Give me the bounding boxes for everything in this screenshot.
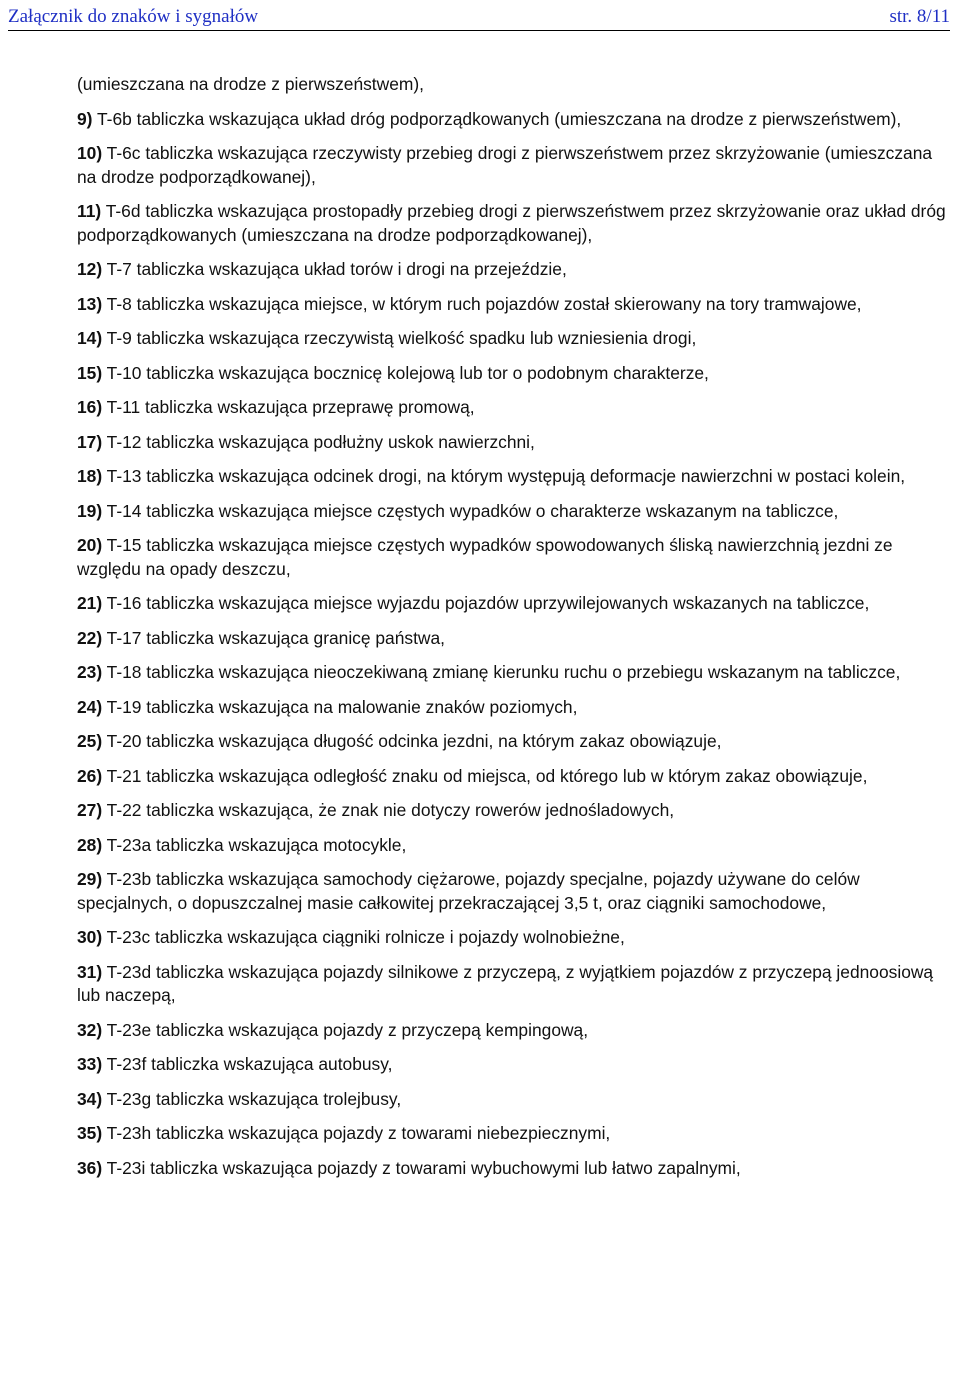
item-number: 15) <box>77 362 103 383</box>
item-number: 11) <box>77 201 102 221</box>
list-item <box>64 1122 946 1146</box>
item-number: 26) <box>77 765 103 786</box>
item-text: T-13 tabliczka wskazująca odcinek drogi, na którym występują deformacje nawierzchni w postaci kolein, <box>106 466 906 486</box>
item-number: 17) <box>77 431 103 452</box>
item-number: 25) <box>77 731 103 751</box>
list-item <box>64 293 946 317</box>
item-text: T-11 tabliczka wskazująca przeprawę promową, <box>106 397 475 417</box>
continuation-line: (umieszczana na drodze z pierwszeństwem), <box>77 74 424 94</box>
item-text: T-6c tabliczka wskazująca rzeczywisty przebieg drogi z pierwszeństwem przez skrzyżowanie (umieszczana na drodze podporządkowanej), <box>77 143 933 187</box>
list-item <box>64 627 946 651</box>
item-text: T-23c tabliczka wskazująca ciągniki rolnicze i pojazdy wolnobieżne, <box>106 927 625 947</box>
page-number: str. 8/11 <box>889 6 950 27</box>
item-number: 19) <box>77 500 103 521</box>
item-number: 35) <box>77 1123 103 1143</box>
list-item <box>64 258 946 282</box>
item-number: 13) <box>77 293 103 314</box>
item-text: T-21 tabliczka wskazująca odległość znaku od miejsca, od którego lub w którym zakaz obowiązuje, <box>106 765 868 786</box>
list-item <box>64 534 946 581</box>
item-text: T-15 tabliczka wskazująca miejsce częstych wypadków spowodowanych śliską nawierzchnią jezdni ze względu na opady deszczu, <box>77 535 893 579</box>
item-number: 23) <box>77 662 103 682</box>
list-item <box>64 592 946 616</box>
item-number: 27) <box>77 800 103 820</box>
item-text: T-6b tabliczka wskazująca układ dróg podporządkowanych (umieszczana na drodze z pierwszeństwem), <box>97 108 902 129</box>
list-item <box>64 500 946 524</box>
document-body <box>64 73 946 1191</box>
item-text: T-6d tabliczka wskazująca prostopadły przebieg drogi z pierwszeństwem przez skrzyżowanie oraz układ dróg podporządkowanych (umieszczana na drodze podporządkowanej), <box>77 201 946 245</box>
item-text: T-18 tabliczka wskazująca nieoczekiwaną zmianę kierunku ruchu o przebiegu wskazanym na tabliczce, <box>106 662 901 682</box>
item-number: 10) <box>77 143 103 163</box>
item-text: T-19 tabliczka wskazująca na malowanie znaków poziomych, <box>106 696 578 717</box>
item-number: 29) <box>77 869 103 889</box>
list-item <box>64 108 946 132</box>
item-text: T-23d tabliczka wskazująca pojazdy silnikowe z przyczepą, z wyjątkiem pojazdów z przyczepą jednoosiową lub naczepą, <box>77 961 934 1005</box>
item-number: 31) <box>77 961 103 982</box>
item-text: T-17 tabliczka wskazująca granicę państwa, <box>106 627 445 648</box>
item-number: 36) <box>77 1157 103 1178</box>
item-text: T-20 tabliczka wskazująca długość odcinka jezdni, na którym zakaz obowiązuje, <box>106 731 722 751</box>
list-item <box>64 431 946 455</box>
item-number: 14) <box>77 328 103 348</box>
item-text: T-23f tabliczka wskazująca autobusy, <box>106 1054 393 1074</box>
list-item <box>64 327 946 351</box>
list-item <box>64 1088 946 1112</box>
item-text: T-23e tabliczka wskazująca pojazdy z przyczepą kempingową, <box>106 1019 589 1040</box>
list-item <box>64 1019 946 1043</box>
item-number: 9) <box>77 108 93 129</box>
item-number: 32) <box>77 1019 103 1040</box>
item-number: 18) <box>77 466 103 486</box>
list-item <box>64 834 946 858</box>
list-item <box>64 1053 946 1077</box>
item-number: 21) <box>77 593 103 613</box>
item-text: T-9 tabliczka wskazująca rzeczywistą wielkość spadku lub wzniesienia drogi, <box>106 328 697 348</box>
list-item <box>64 961 946 1008</box>
list-item <box>64 396 946 420</box>
list-item <box>64 765 946 789</box>
list-item <box>64 465 946 489</box>
item-text: T-10 tabliczka wskazująca bocznicę kolejową lub tor o podobnym charakterze, <box>106 362 709 383</box>
item-text: T-23i tabliczka wskazująca pojazdy z towarami wybuchowymi lub łatwo zapalnymi, <box>106 1157 741 1178</box>
list-item <box>64 926 946 950</box>
item-text: T-16 tabliczka wskazująca miejsce wyjazdu pojazdów uprzywilejowanych wskazanych na tabliczce, <box>106 593 870 613</box>
list-item <box>64 142 946 189</box>
page-header <box>8 4 950 31</box>
item-text: T-23a tabliczka wskazująca motocykle, <box>106 834 407 855</box>
list-item <box>64 661 946 685</box>
item-number: 28) <box>77 834 103 855</box>
item-text: T-23h tabliczka wskazująca pojazdy z towarami niebezpiecznymi, <box>106 1123 611 1143</box>
item-number: 33) <box>77 1054 103 1074</box>
item-number: 34) <box>77 1088 103 1109</box>
item-number: 30) <box>77 927 103 947</box>
list-item <box>64 1157 946 1181</box>
item-text: T-8 tabliczka wskazująca miejsce, w którym ruch pojazdów został skierowany na tory tramwajowe, <box>106 293 862 314</box>
item-number: 16) <box>77 397 103 417</box>
list-item <box>64 200 946 247</box>
item-text: T-12 tabliczka wskazująca podłużny uskok nawierzchni, <box>106 431 535 452</box>
list-item <box>64 799 946 823</box>
list-item <box>64 362 946 386</box>
item-number: 22) <box>77 627 103 648</box>
list-item <box>64 730 946 754</box>
list-item <box>64 696 946 720</box>
item-number: 12) <box>77 259 103 279</box>
document-title: Załącznik do znaków i sygnałów <box>8 6 259 27</box>
item-text: T-22 tabliczka wskazująca, że znak nie dotyczy rowerów jednośladowych, <box>106 800 675 820</box>
item-number: 24) <box>77 696 103 717</box>
item-text: T-23b tabliczka wskazująca samochody ciężarowe, pojazdy specjalne, pojazdy używane do celów specjalnych, o dopuszczalnej masie całkowitej przekraczającej 3,5 t, oraz ciągniki samochodowe, <box>77 869 860 913</box>
list-item <box>64 868 946 915</box>
item-text: T-7 tabliczka wskazująca układ torów i drogi na przejeździe, <box>106 259 567 279</box>
item-text: T-23g tabliczka wskazująca trolejbusy, <box>106 1088 402 1109</box>
item-text: T-14 tabliczka wskazująca miejsce częstych wypadków o charakterze wskazanym na tabliczce, <box>106 500 839 521</box>
item-number: 20) <box>77 535 103 555</box>
sign-list <box>64 108 946 1181</box>
